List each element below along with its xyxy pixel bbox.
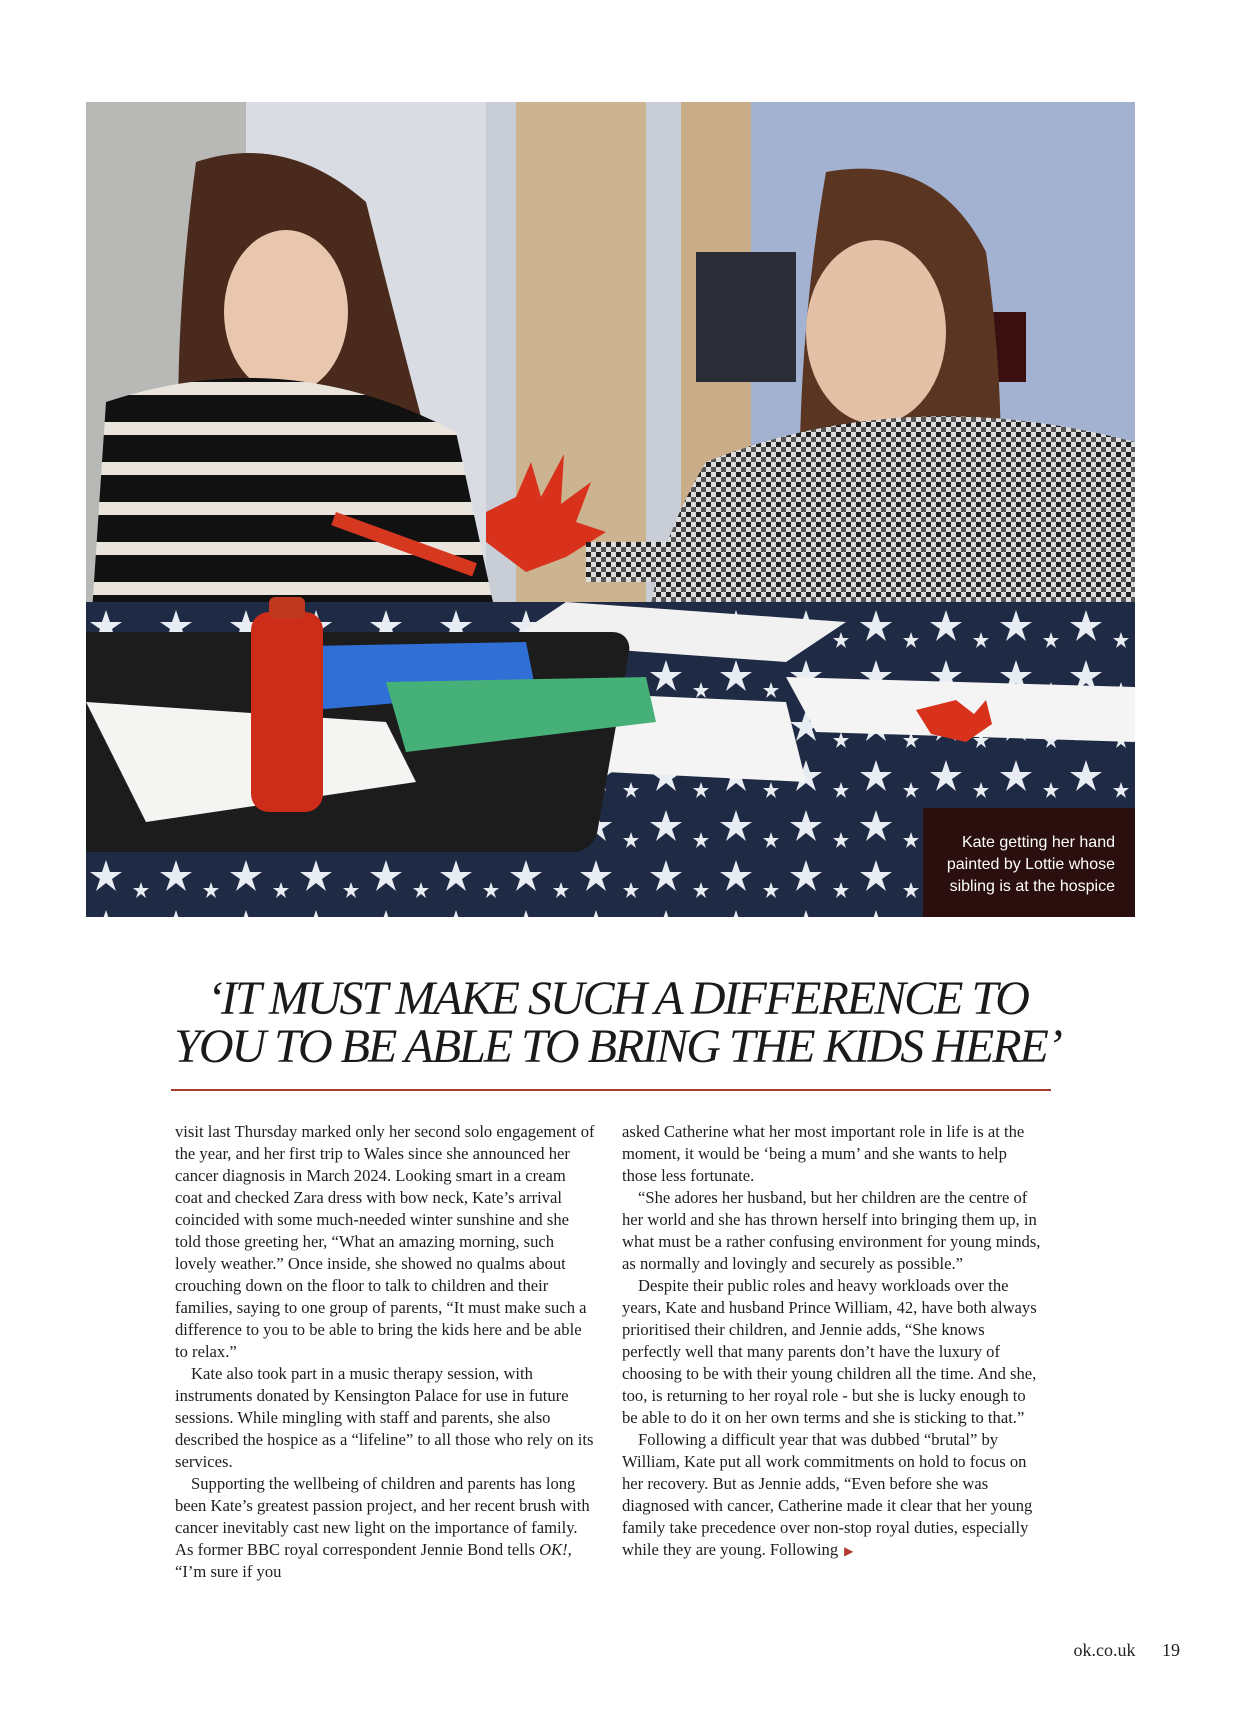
article-paragraph: asked Catherine what her most important role in life is at the moment, it would be ‘being a mum’ and she wants to help those less fortunate. <box>622 1122 1025 1185</box>
article-paragraph: Kate also took part in a music therapy session, with instruments donated by Kensington Palace for use in future sessions. While mingling with staff and parents, she also described the hospice as a “lifeline” to all those who rely on its services. <box>175 1364 594 1471</box>
caption-line: painted by Lottie whose <box>946 856 1115 873</box>
article-column-left <box>175 1121 595 1583</box>
footer-site: ok.co.uk <box>1073 1640 1136 1660</box>
article-paragraph: Despite their public roles and heavy workloads over the years, Kate and husband Prince William, 42, have both always prioritised their children, and Jennie adds, “She knows perfectly well that many parents don’t have the luxury of choosing to be with their young children all the time. And she, too, is returning to her royal role - but she is lucky enough to be able to do it on her own terms and she is sticking to that.” <box>622 1276 1037 1427</box>
caption-line: sibling is at the hospice <box>949 878 1115 895</box>
article-paragraph: visit last Thursday marked only her second solo engagement of the year, and her first trip to Wales since she announced her cancer diagnosis in March 2024. Looking smart in a cream coat and checked Zara dress with bow neck, Kate’s arrival coincided with some much-needed winter sunshine and she told those greeting her, “What an amazing morning, such lovely weather.” Once inside, she showed no qualms about crouching down on the floor to talk to children and their families, saying to one group of parents, “It must make such a difference to you to be able to bring the kids here and be able to relax.” <box>175 1122 595 1361</box>
page-number: 19 <box>1162 1640 1180 1660</box>
article-paragraph <box>622 1429 1042 1562</box>
pull-quote-divider <box>171 1089 1051 1091</box>
article-paragraph: “She adores her husband, but her children are the centre of her world and she has thrown herself into bringing them up, in what must be a rather confusing environment for young minds, as normally and lovingly and securely as possible.” <box>622 1188 1041 1273</box>
article-column-right <box>622 1121 1042 1562</box>
paragraph-text: Following a difficult year that was dubbed “brutal” by William, Kate put all work commitments on hold to focus on her recovery. But as Jennie adds, “Even before she was diagnosed with cancer, Catherine made it clear that her young family take precedence over non-stop royal duties, especially while they are young. Following <box>622 1430 1033 1559</box>
magazine-name: OK! <box>539 1540 568 1559</box>
photo-caption <box>923 808 1135 917</box>
article-paragraph <box>175 1473 595 1583</box>
pull-quote-line: ‘IT MUST MAKE SUCH A DIFFERENCE TO <box>207 972 1028 1025</box>
caption-line: Kate getting her hand <box>961 834 1115 851</box>
pull-quote <box>150 972 1085 1073</box>
article-photo <box>86 102 1135 917</box>
photo-illustration <box>86 102 1135 917</box>
triangle-right-icon: ▶ <box>844 1544 854 1558</box>
paragraph-text: , “I’m sure if you <box>175 1540 572 1581</box>
page-footer <box>1074 1640 1181 1661</box>
pull-quote-line: YOU TO BE ABLE TO BRING THE KIDS HERE’ <box>174 1020 1061 1073</box>
paragraph-text: Supporting the wellbeing of children and parents has long been Kate’s greatest passion project, and her recent brush with cancer inevitably cast new light on the importance of family. As former BBC royal correspondent Jennie Bond tells <box>175 1474 590 1559</box>
